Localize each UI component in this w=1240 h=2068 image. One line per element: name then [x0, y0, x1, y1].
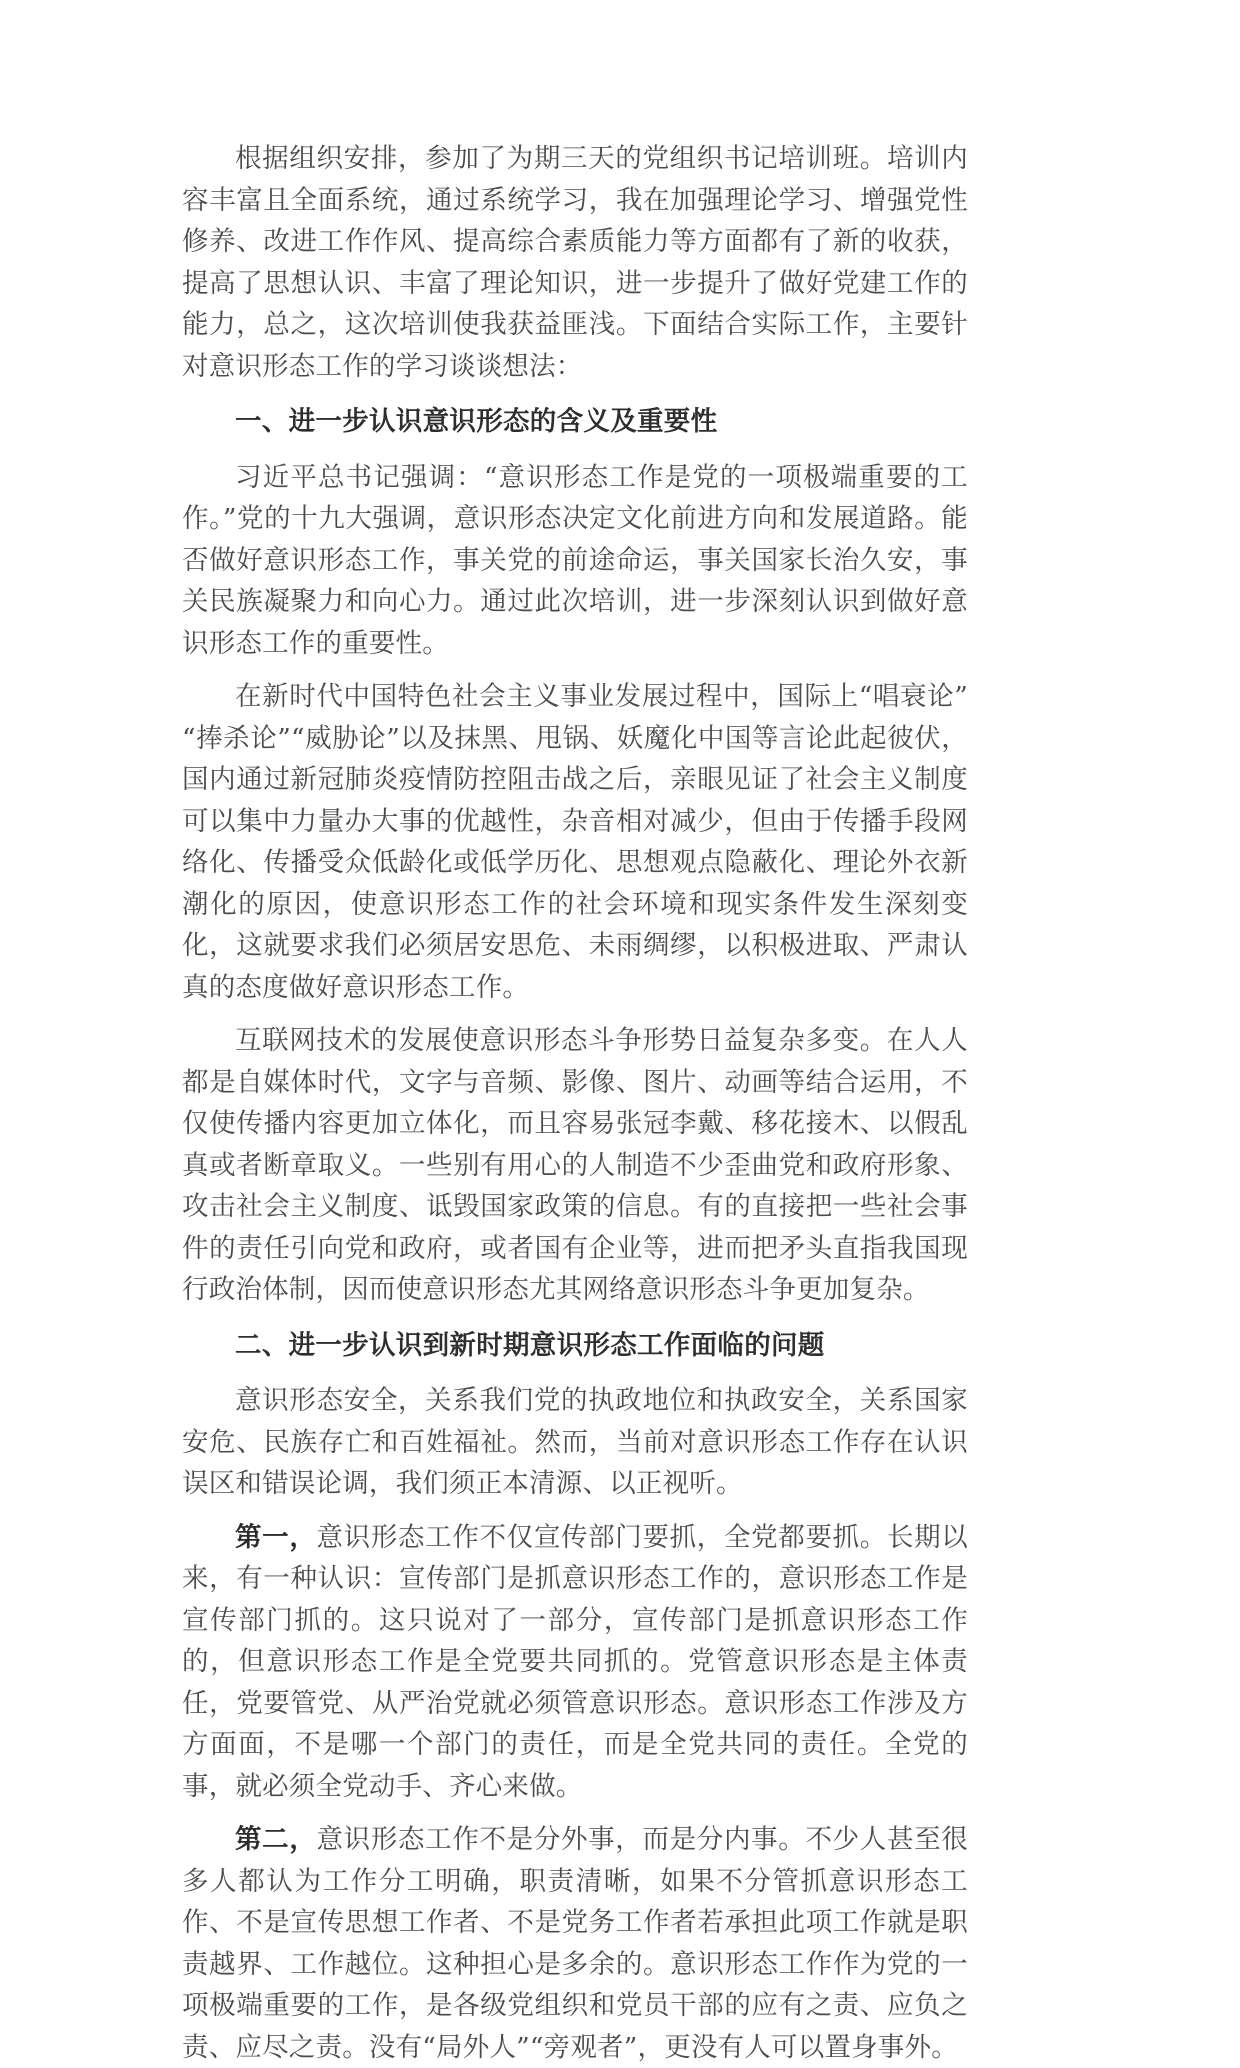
point-two-lead: 第二，	[235, 1824, 317, 1855]
paragraph-xi-quote: 习近平总书记强调：“意识形态工作是党的一项极端重要的工作。”党的十九大强调，意识形态决定文化前进方向和发展道路。能否做好意识形态工作，事关党的前途命运，事关国家长治久安，事关民族凝聚力和向心力。通过此次培训，进一步深刻认识到做好意识形态工作的重要性。	[182, 461, 968, 659]
paragraph-internet: 互联网技术的发展使意识形态斗争形势日益复杂多变。在人人都是自媒体时代，文字与音频、影像、图片、动画等结合运用，不仅使传播内容更加立体化，而且容易张冠李戴、移花接木、以假乱真或者断章取义。一些别有用心的人制造不少歪曲党和政府形象、攻击社会主义制度、诋毁国家政策的信息。有的直接把一些社会事件的责任引向党和政府，或者国有企业等，进而把矛头直指我国现行政治体制，因而使意识形态尤其网络意识形态斗争更加复杂。	[182, 1025, 968, 1305]
paragraph-point-two	[182, 1819, 968, 2068]
paragraph-point-one	[182, 1517, 968, 1808]
section-heading-one: 一、进一步认识意识形态的含义及重要性	[235, 406, 718, 437]
paragraph-intro: 根据组织安排，参加了为期三天的党组织书记培训班。培训内容丰富且全面系统，通过系统学习，我在加强理论学习、增强党性修养、改进工作作风、提高综合素质能力等方面都有了新的收获，提高了思想认识、丰富了理论知识，进一步提升了做好党建工作的能力，总之，这次培训使我获益匪浅。下面结合实际工作，主要针对意识形态工作的学习谈谈想法：	[182, 143, 968, 382]
section-heading-two: 二、进一步认识到新时期意识形态工作面临的问题	[235, 1329, 825, 1361]
point-one-text: 意识形态工作不仅宣传部门要抓，全党都要抓。长期以来，有一种认识：宣传部门是抓意识形态工作的，意识形态工作是宣传部门抓的。这只说对了一部分，宣传部门是抓意识形态工作的，但意识形态工作是全党要共同抓的。党管意识形态是主体责任，党要管党、从严治党就必须管意识形态。意识形态工作涉及方方面面，不是哪一个部门的责任，而是全党共同的责任。全党的事，就必须全党动手、齐心来做。	[182, 1521, 968, 1802]
paragraph-security: 意识形态安全，关系我们党的执政地位和执政安全，关系国家安危、民族存亡和百姓福祉。然而，当前对意识形态工作存在认识误区和错误论调，我们须正本清源、以正视听。	[182, 1385, 968, 1499]
point-one-lead: 第一，	[235, 1521, 317, 1553]
document-body	[182, 138, 968, 2068]
point-two-text: 意识形态工作不是分外事，而是分内事。不少人甚至很多人都认为工作分工明确，职责清晰，如果不分管抓意识形态工作、不是宣传思想工作者、不是党务工作者若承担此项工作就是职责越界、工作越位。这种担心是多余的。意识形态工作作为党的一项极端重要的工作，是各级党组织和党员干部的应有之责、应负之责、应尽之责。没有“局外人”“旁观者”，更没有人可以置身事外。	[182, 1824, 968, 2063]
paragraph-new-era: 在新时代中国特色社会主义事业发展过程中，国际上“唱衰论”“捧杀论”“威胁论”以及抹黑、甩锅、妖魔化中国等言论此起彼伏，国内通过新冠肺炎疫情防控阻击战之后，亲眼见证了社会主义制度可以集中力量办大事的优越性，杂音相对减少，但由于传播手段网络化、传播受众低龄化或低学历化、思想观点隐蔽化、理论外衣新潮化的原因，使意识形态工作的社会环境和现实条件发生深刻变化，这就要求我们必须居安思危、未雨绸缪，以积极进取、严肃认真的态度做好意识形态工作。	[182, 681, 968, 1003]
